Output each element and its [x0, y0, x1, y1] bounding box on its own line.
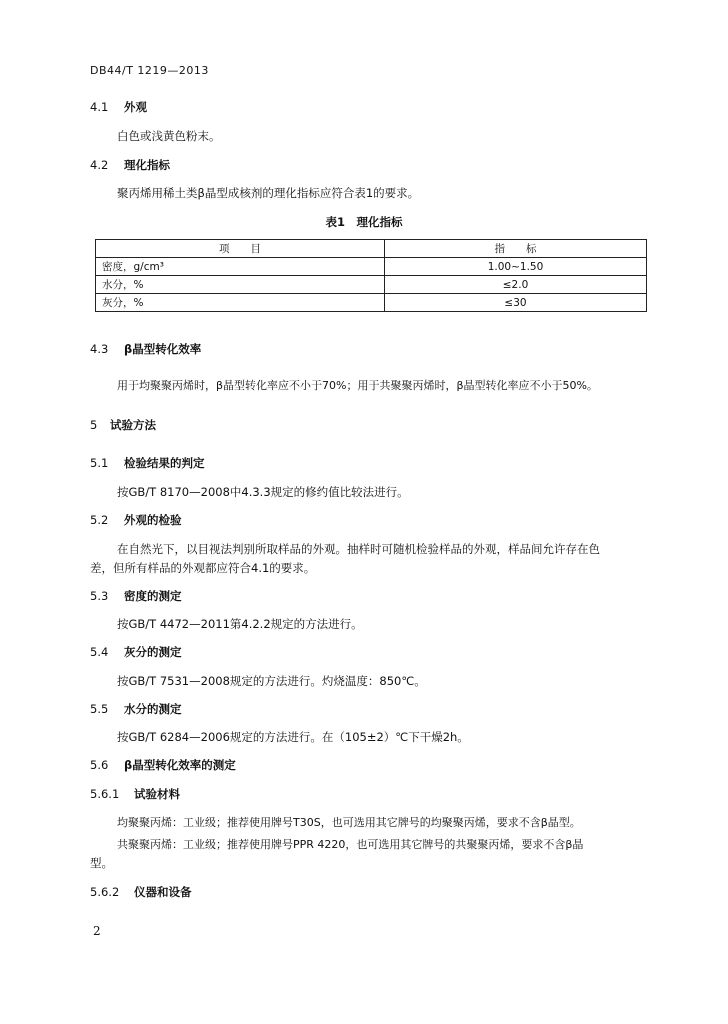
table-row	[96, 258, 647, 276]
section-4-2-text: 聚丙烯用稀土类β晶型成核剂的理化指标应符合表1的要求。	[117, 186, 420, 200]
section-5-6-1-text-line2: 共聚聚丙烯：工业级；推荐使用牌号PPR 4220，也可选用其它牌号的共聚聚丙烯，要求不含β晶	[117, 838, 584, 851]
section-4-1-text: 白色或浅黄色粉末。	[117, 129, 221, 143]
section-5-6-2-heading	[90, 884, 192, 900]
table-caption: 表1 理化指标	[325, 215, 403, 229]
section-4-1-heading	[90, 99, 147, 115]
section-title: 水分的测定	[124, 702, 182, 716]
table-header-value: 指 标	[385, 240, 647, 258]
section-number: 5.2	[90, 513, 109, 527]
table-header-row	[96, 240, 647, 258]
section-number: 5	[90, 418, 98, 432]
spec-table	[95, 239, 647, 312]
section-5-6-heading	[90, 757, 236, 773]
section-5-2-text-line1: 在自然光下，以目视法判别所取样品的外观。抽样时可随机检验样品的外观，样品间允许存在色	[117, 542, 600, 556]
section-number: 5.6.2	[90, 885, 120, 899]
section-number: 5.6	[90, 758, 109, 772]
table-cell-item: 水分，%	[96, 276, 385, 294]
section-number: 4.2	[90, 158, 109, 172]
section-title: 外观的检验	[124, 513, 182, 527]
table-cell-value: 1.00~1.50	[385, 258, 647, 276]
section-number: 5.3	[90, 589, 109, 603]
section-number: 4.1	[90, 100, 109, 114]
section-title: β晶型转化效率的测定	[124, 758, 236, 772]
table-cell-value: ≤30	[385, 294, 647, 312]
section-5-1-text: 按GB/T 8170—2008中4.3.3规定的修约值比较法进行。	[117, 485, 409, 499]
section-5-6-1-heading	[90, 786, 180, 802]
section-5-heading	[90, 417, 156, 433]
section-5-2-text-line2: 差，但所有样品的外观都应符合4.1的要求。	[90, 561, 316, 575]
section-title: 试验材料	[134, 787, 180, 801]
section-5-3-text: 按GB/T 4472—2011第4.2.2规定的方法进行。	[117, 617, 363, 631]
section-5-4-text: 按GB/T 7531—2008规定的方法进行。灼烧温度：850℃。	[117, 674, 426, 688]
page-number: 2	[93, 924, 101, 938]
section-5-1-heading	[90, 455, 205, 471]
section-number: 5.6.1	[90, 787, 120, 801]
table-cell-value: ≤2.0	[385, 276, 647, 294]
section-5-5-heading	[90, 701, 182, 717]
table-cell-item: 灰分，%	[96, 294, 385, 312]
section-number: 5.1	[90, 456, 109, 470]
section-title: 理化指标	[124, 158, 170, 172]
section-title: 检验结果的判定	[124, 456, 205, 470]
section-title: 试验方法	[110, 418, 156, 432]
section-5-6-1-text-line3: 型。	[90, 856, 113, 870]
section-title: 灰分的测定	[124, 645, 182, 659]
table-row	[96, 276, 647, 294]
section-title: β晶型转化效率	[124, 342, 202, 356]
section-number: 4.3	[90, 342, 109, 356]
section-title: 外观	[124, 100, 147, 114]
table-header-item: 项 目	[96, 240, 385, 258]
section-number: 5.4	[90, 645, 109, 659]
section-5-4-heading	[90, 644, 182, 660]
section-title: 密度的测定	[124, 589, 182, 603]
section-5-6-1-text-line1: 均聚聚丙烯：工业级；推荐使用牌号T30S，也可选用其它牌号的均聚聚丙烯，要求不含β晶型。	[117, 816, 581, 829]
section-4-3-heading	[90, 341, 201, 357]
section-5-3-heading	[90, 588, 182, 604]
section-4-3-text: 用于均聚聚丙烯时，β晶型转化率应不小于70%；用于共聚聚丙烯时，β晶型转化率应不小于50%。	[117, 379, 598, 392]
section-4-2-heading	[90, 157, 170, 173]
table-row	[96, 294, 647, 312]
table-cell-item: 密度，g/cm³	[96, 258, 385, 276]
section-number: 5.5	[90, 702, 109, 716]
section-5-2-heading	[90, 512, 182, 528]
document-code-header: DB44/T 1219—2013	[90, 64, 209, 77]
section-title: 仪器和设备	[134, 885, 192, 899]
section-5-5-text: 按GB/T 6284—2006规定的方法进行。在（105±2）℃下干燥2h。	[117, 730, 469, 744]
